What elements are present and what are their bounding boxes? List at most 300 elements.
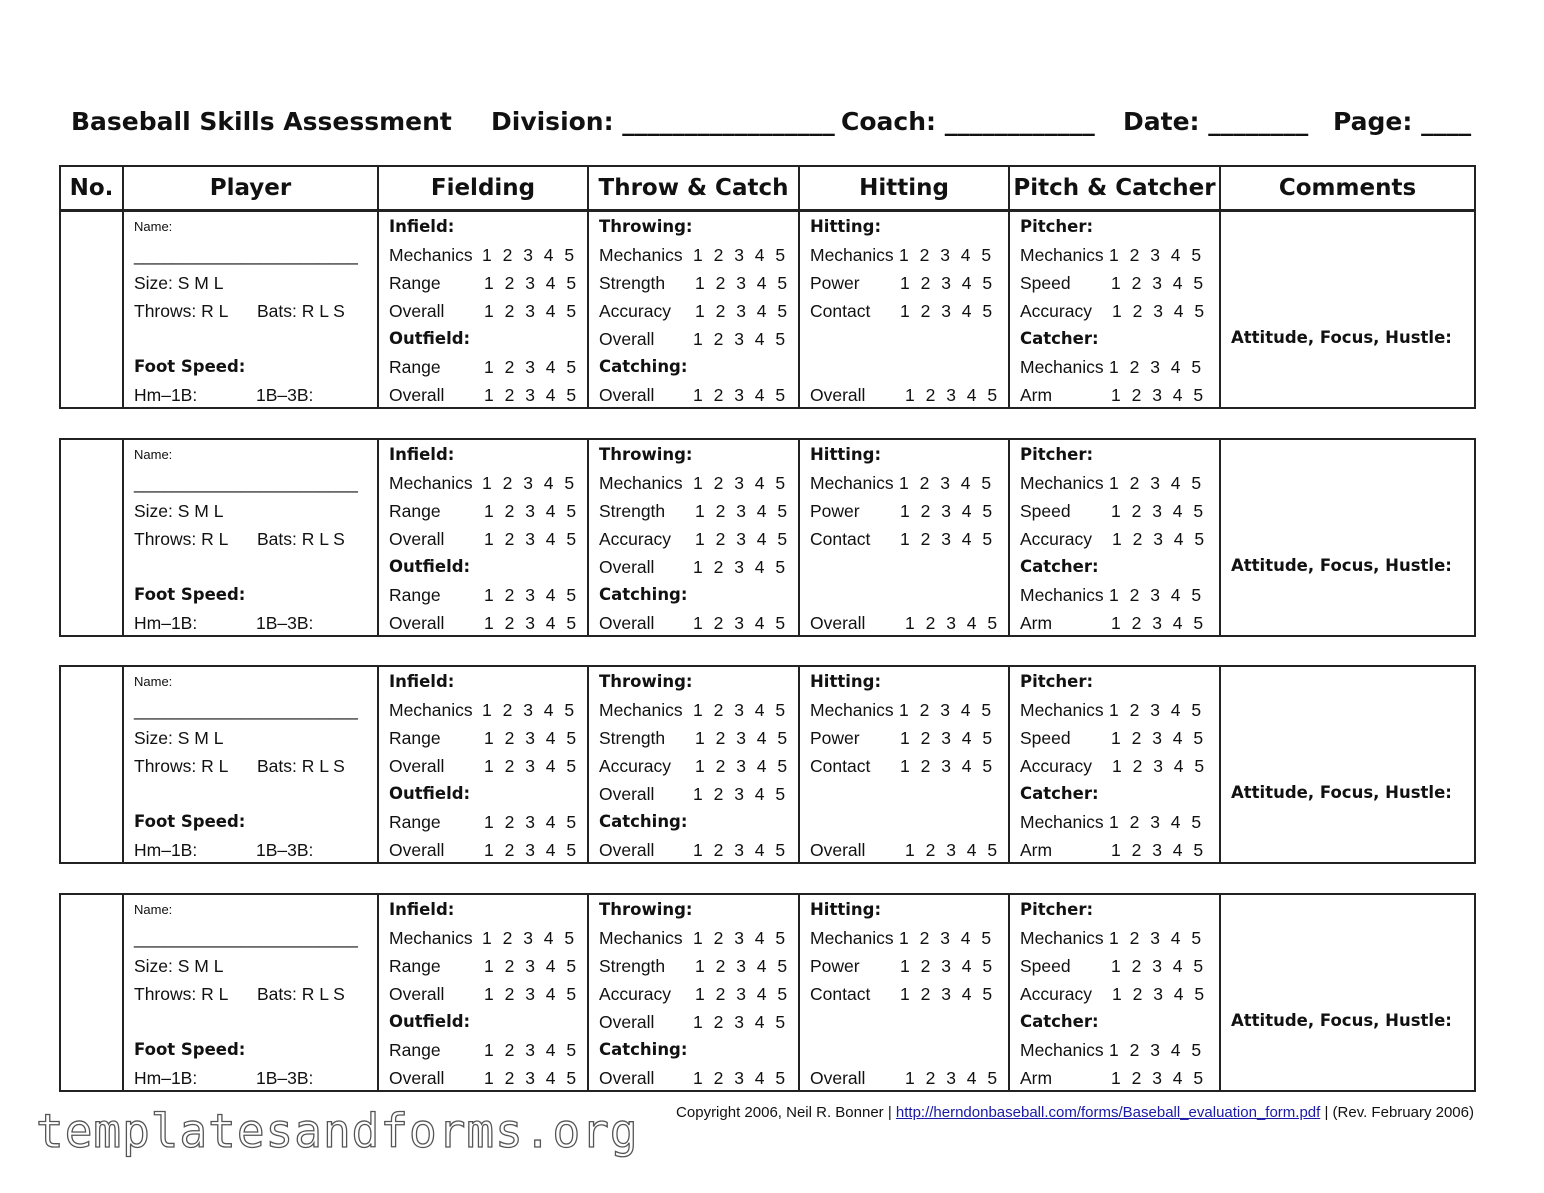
hitting-heading: Hitting: — [810, 672, 882, 691]
rating-label: Overall — [389, 984, 445, 1004]
rating-label: Overall — [810, 840, 866, 860]
rating-row[interactable] — [389, 525, 583, 553]
rating-label: Overall — [599, 385, 655, 405]
rating-row[interactable] — [810, 696, 1004, 724]
comments-cell[interactable] — [1220, 439, 1475, 636]
hitting-cell — [799, 439, 1009, 636]
rating-row[interactable] — [389, 241, 583, 269]
rating-scale[interactable]: 1 2 3 4 5 — [900, 956, 996, 976]
rating-scale[interactable]: 1 2 3 4 5 — [1112, 756, 1208, 776]
size-options[interactable]: Size: S M L — [134, 273, 224, 293]
rating-scale[interactable]: 1 2 3 4 5 — [484, 357, 580, 377]
size-options[interactable]: Size: S M L — [134, 728, 224, 748]
rating-scale[interactable]: 1 2 3 4 5 — [1109, 585, 1205, 605]
rating-label: Accuracy — [599, 984, 671, 1004]
rating-scale[interactable]: 1 2 3 4 5 — [484, 812, 580, 832]
rating-row[interactable] — [810, 1064, 1004, 1092]
rating-label: Range — [389, 501, 441, 521]
throwing-heading: Throwing: — [599, 445, 693, 464]
fielding-cell — [378, 666, 588, 863]
hitting-heading: Hitting: — [810, 900, 882, 919]
rating-row[interactable] — [389, 1064, 583, 1092]
bats-options[interactable]: Bats: R L S — [257, 984, 345, 1004]
rating-row[interactable] — [1020, 381, 1215, 409]
rating-row[interactable] — [1020, 924, 1215, 952]
rating-scale[interactable]: 1 2 3 4 5 — [1109, 1040, 1205, 1060]
rating-label: Range — [389, 812, 441, 832]
hitting-cell — [799, 666, 1009, 863]
name-input-line[interactable]: _______________________ — [134, 245, 358, 265]
player-number-cell[interactable] — [60, 666, 123, 863]
pitch-catcher-cell — [1009, 666, 1220, 863]
pitch-catcher-cell — [1009, 211, 1220, 408]
rating-row[interactable] — [1020, 808, 1215, 836]
rating-scale[interactable]: 1 2 3 4 5 — [695, 501, 791, 521]
rating-row[interactable] — [810, 525, 1004, 553]
rating-row[interactable] — [599, 297, 794, 325]
rating-row[interactable] — [1020, 724, 1215, 752]
name-input-line[interactable]: _______________________ — [134, 700, 358, 720]
foot-speed-label: Foot Speed: — [134, 812, 246, 831]
1b-3b-label: 1B–3B: — [256, 385, 314, 405]
1b-3b-label: 1B–3B: — [256, 840, 314, 860]
rating-label: Strength — [599, 956, 666, 976]
rating-scale[interactable]: 1 2 3 4 5 — [695, 956, 791, 976]
rating-scale[interactable]: 1 2 3 4 5 — [1111, 273, 1207, 293]
rating-scale[interactable]: 1 2 3 4 5 — [693, 473, 789, 493]
rating-row[interactable] — [389, 980, 583, 1008]
rating-row[interactable] — [389, 808, 583, 836]
rating-row[interactable] — [599, 752, 794, 780]
watermark: templatesandforms.org — [36, 1104, 639, 1158]
throws-bats-row[interactable] — [134, 525, 373, 553]
rating-scale[interactable]: 1 2 3 4 5 — [695, 984, 791, 1004]
rating-row[interactable] — [389, 497, 583, 525]
rating-label: Speed — [1020, 728, 1071, 748]
rating-scale[interactable]: 1 2 3 4 5 — [695, 756, 791, 776]
rating-row[interactable] — [1020, 696, 1215, 724]
infield-heading: Infield: — [389, 672, 455, 691]
rating-row[interactable] — [389, 469, 583, 497]
rating-scale[interactable]: 1 2 3 4 5 — [695, 273, 791, 293]
rating-row[interactable] — [599, 836, 794, 864]
rating-label: Contact — [810, 756, 871, 776]
coach-field[interactable]: Coach: ____________ — [841, 107, 1095, 136]
rating-label: Power — [810, 728, 860, 748]
rating-scale[interactable]: 1 2 3 4 5 — [900, 529, 996, 549]
rating-scale[interactable]: 1 2 3 4 5 — [484, 529, 580, 549]
rating-row[interactable] — [599, 381, 794, 409]
rating-row[interactable] — [810, 269, 1004, 297]
rating-label: Accuracy — [599, 301, 671, 321]
rating-scale[interactable]: 1 2 3 4 5 — [1109, 928, 1205, 948]
rating-scale[interactable]: 1 2 3 4 5 — [484, 585, 580, 605]
pitcher-heading: Pitcher: — [1020, 672, 1094, 691]
rating-scale[interactable]: 1 2 3 4 5 — [1109, 473, 1205, 493]
rating-scale[interactable]: 1 2 3 4 5 — [693, 385, 789, 405]
rating-row[interactable] — [1020, 469, 1215, 497]
hm-1b-label: Hm–1B: — [134, 385, 198, 405]
rating-scale[interactable]: 1 2 3 4 5 — [1112, 529, 1208, 549]
outfield-heading: Outfield: — [389, 784, 471, 803]
fielding-cell — [378, 439, 588, 636]
rating-scale[interactable]: 1 2 3 4 5 — [1111, 956, 1207, 976]
rating-scale[interactable]: 1 2 3 4 5 — [1111, 840, 1207, 860]
rating-row[interactable] — [599, 780, 794, 808]
rating-scale[interactable]: 1 2 3 4 5 — [899, 700, 995, 720]
rating-scale[interactable]: 1 2 3 4 5 — [1109, 812, 1205, 832]
name-input-line[interactable]: _______________________ — [134, 473, 358, 493]
name-label: Name: — [134, 902, 173, 917]
rating-label: Overall — [810, 1068, 866, 1088]
bats-options[interactable]: Bats: R L S — [257, 301, 345, 321]
rating-row[interactable] — [389, 353, 583, 381]
rating-row[interactable] — [810, 724, 1004, 752]
throw-catch-cell — [588, 211, 799, 408]
name-input-line[interactable]: _______________________ — [134, 928, 358, 948]
rating-scale[interactable]: 1 2 3 4 5 — [693, 613, 789, 633]
rating-row[interactable] — [389, 836, 583, 864]
rating-label: Contact — [810, 301, 871, 321]
rating-label: Accuracy — [1020, 984, 1092, 1004]
rating-label: Speed — [1020, 273, 1071, 293]
rating-row[interactable] — [389, 724, 583, 752]
rating-label: Range — [389, 357, 441, 377]
rating-label: Mechanics — [389, 245, 473, 265]
throw-catch-cell — [588, 894, 799, 1091]
rating-scale[interactable]: 1 2 3 4 5 — [1112, 301, 1208, 321]
pitcher-heading: Pitcher: — [1020, 217, 1094, 236]
rating-row[interactable] — [599, 325, 794, 353]
rating-label: Mechanics — [1020, 1040, 1104, 1060]
rating-row[interactable] — [389, 924, 583, 952]
rating-scale[interactable]: 1 2 3 4 5 — [900, 984, 996, 1004]
rating-scale[interactable]: 1 2 3 4 5 — [900, 728, 996, 748]
player-cell — [123, 666, 378, 863]
rating-scale[interactable]: 1 2 3 4 5 — [482, 473, 578, 493]
rating-row[interactable] — [1020, 297, 1215, 325]
footer — [676, 1104, 1474, 1121]
rating-row[interactable] — [389, 609, 583, 637]
rating-label: Strength — [599, 501, 666, 521]
rating-row[interactable] — [599, 980, 794, 1008]
rating-scale[interactable]: 1 2 3 4 5 — [484, 956, 580, 976]
run-times-row[interactable] — [134, 381, 373, 409]
rating-scale[interactable]: 1 2 3 4 5 — [484, 728, 580, 748]
rating-scale[interactable]: 1 2 3 4 5 — [484, 984, 580, 1004]
throw-catch-cell — [588, 439, 799, 636]
rating-row[interactable] — [810, 381, 1004, 409]
rating-scale[interactable]: 1 2 3 4 5 — [899, 928, 995, 948]
form-header — [0, 104, 1544, 140]
rating-row[interactable] — [599, 525, 794, 553]
page-field[interactable]: Page: ____ — [1333, 107, 1472, 136]
rating-scale[interactable]: 1 2 3 4 5 — [905, 385, 1001, 405]
rating-row[interactable] — [599, 469, 794, 497]
throws-options[interactable]: Throws: R L — [134, 301, 229, 321]
size-options[interactable]: Size: S M L — [134, 956, 224, 976]
rating-row[interactable] — [810, 297, 1004, 325]
rating-label: Arm — [1020, 1068, 1053, 1088]
column-player: Player — [123, 166, 378, 210]
throwing-heading: Throwing: — [599, 672, 693, 691]
bats-options[interactable]: Bats: R L S — [257, 529, 345, 549]
rating-scale[interactable]: 1 2 3 4 5 — [1109, 245, 1205, 265]
rating-scale[interactable]: 1 2 3 4 5 — [905, 840, 1001, 860]
rating-row[interactable] — [810, 497, 1004, 525]
rating-scale[interactable]: 1 2 3 4 5 — [1109, 357, 1205, 377]
rating-scale[interactable]: 1 2 3 4 5 — [695, 728, 791, 748]
form-link[interactable]: http://herndonbaseball.com/forms/Baseball_evaluation_form.pdf — [895, 1104, 1321, 1121]
rating-scale[interactable]: 1 2 3 4 5 — [693, 1012, 789, 1032]
rating-row[interactable] — [1020, 241, 1215, 269]
foot-speed-label: Foot Speed: — [134, 1040, 246, 1059]
fielding-cell — [378, 211, 588, 408]
rating-label: Mechanics — [1020, 585, 1104, 605]
player-number-cell[interactable] — [60, 211, 123, 408]
rating-row[interactable] — [599, 609, 794, 637]
rating-scale[interactable]: 1 2 3 4 5 — [484, 1040, 580, 1060]
comments-label: Attitude, Focus, Hustle: — [1231, 1011, 1452, 1030]
rating-label: Overall — [389, 840, 445, 860]
rating-label: Speed — [1020, 956, 1071, 976]
rating-scale[interactable]: 1 2 3 4 5 — [484, 301, 580, 321]
column-pitch-catcher: Pitch & Catcher — [1009, 166, 1220, 210]
throws-bats-row[interactable] — [134, 752, 373, 780]
catcher-heading: Catcher: — [1020, 329, 1099, 348]
rating-scale[interactable]: 1 2 3 4 5 — [900, 501, 996, 521]
rating-row[interactable] — [1020, 269, 1215, 297]
rating-label: Mechanics — [389, 700, 473, 720]
throws-options[interactable]: Throws: R L — [134, 984, 229, 1004]
player-number-cell[interactable] — [60, 894, 123, 1091]
rating-label: Mechanics — [810, 473, 894, 493]
rating-row[interactable] — [1020, 609, 1215, 637]
rating-label: Arm — [1020, 840, 1053, 860]
rating-row[interactable] — [599, 269, 794, 297]
rating-scale[interactable]: 1 2 3 4 5 — [693, 557, 789, 577]
rating-row[interactable] — [810, 952, 1004, 980]
rating-row[interactable] — [1020, 497, 1215, 525]
rating-row[interactable] — [389, 752, 583, 780]
rating-row[interactable] — [599, 1008, 794, 1036]
rating-scale[interactable]: 1 2 3 4 5 — [905, 1068, 1001, 1088]
rating-label: Accuracy — [1020, 529, 1092, 549]
rating-row[interactable] — [1020, 1036, 1215, 1064]
comments-cell[interactable] — [1220, 211, 1475, 408]
rating-scale[interactable]: 1 2 3 4 5 — [484, 840, 580, 860]
rating-label: Accuracy — [1020, 756, 1092, 776]
pitch-catcher-cell — [1009, 894, 1220, 1091]
rating-row[interactable] — [810, 836, 1004, 864]
rating-label: Overall — [389, 756, 445, 776]
player-block — [59, 665, 1476, 864]
rating-label: Power — [810, 501, 860, 521]
throws-bats-row[interactable] — [134, 980, 373, 1008]
rating-scale[interactable]: 1 2 3 4 5 — [1111, 501, 1207, 521]
rating-label: Arm — [1020, 613, 1053, 633]
player-cell — [123, 211, 378, 408]
rating-scale[interactable]: 1 2 3 4 5 — [695, 529, 791, 549]
division-field[interactable]: Division: _________________ — [491, 107, 835, 136]
rating-scale[interactable]: 1 2 3 4 5 — [695, 301, 791, 321]
hitting-cell — [799, 211, 1009, 408]
foot-speed-label: Foot Speed: — [134, 585, 246, 604]
rating-scale[interactable]: 1 2 3 4 5 — [899, 473, 995, 493]
rating-label: Strength — [599, 273, 666, 293]
rating-label: Overall — [599, 784, 655, 804]
rating-row[interactable] — [1020, 525, 1215, 553]
outfield-heading: Outfield: — [389, 557, 471, 576]
rating-row[interactable] — [1020, 752, 1215, 780]
rating-scale[interactable]: 1 2 3 4 5 — [482, 700, 578, 720]
rating-row[interactable] — [810, 752, 1004, 780]
rating-scale[interactable]: 1 2 3 4 5 — [900, 756, 996, 776]
date-field[interactable]: Date: ________ — [1123, 107, 1309, 136]
player-block — [59, 893, 1476, 1092]
rating-row[interactable] — [599, 696, 794, 724]
player-block — [59, 210, 1476, 409]
rating-scale[interactable]: 1 2 3 4 5 — [482, 245, 578, 265]
comments-cell[interactable] — [1220, 666, 1475, 863]
comments-cell[interactable] — [1220, 894, 1475, 1091]
rating-label: Mechanics — [810, 700, 894, 720]
rating-label: Range — [389, 956, 441, 976]
rating-row[interactable] — [599, 924, 794, 952]
rating-scale[interactable]: 1 2 3 4 5 — [693, 784, 789, 804]
rating-label: Mechanics — [1020, 245, 1104, 265]
rating-row[interactable] — [1020, 980, 1215, 1008]
outfield-heading: Outfield: — [389, 329, 471, 348]
rating-row[interactable] — [810, 241, 1004, 269]
rating-label: Speed — [1020, 501, 1071, 521]
1b-3b-label: 1B–3B: — [256, 613, 314, 633]
bats-options[interactable]: Bats: R L S — [257, 756, 345, 776]
comments-label: Attitude, Focus, Hustle: — [1231, 556, 1452, 575]
rating-scale[interactable]: 1 2 3 4 5 — [693, 245, 789, 265]
rating-row[interactable] — [810, 469, 1004, 497]
rating-label: Arm — [1020, 385, 1053, 405]
hitting-heading: Hitting: — [810, 445, 882, 464]
rating-row[interactable] — [1020, 1064, 1215, 1092]
rating-row[interactable] — [389, 381, 583, 409]
throws-options[interactable]: Throws: R L — [134, 529, 229, 549]
rating-scale[interactable]: 1 2 3 4 5 — [484, 613, 580, 633]
name-label: Name: — [134, 219, 173, 234]
rating-label: Range — [389, 728, 441, 748]
rating-row[interactable] — [599, 553, 794, 581]
rating-scale[interactable]: 1 2 3 4 5 — [1111, 385, 1207, 405]
rating-scale[interactable]: 1 2 3 4 5 — [693, 928, 789, 948]
rating-label: Overall — [810, 385, 866, 405]
rating-label: Accuracy — [599, 756, 671, 776]
throws-bats-row[interactable] — [134, 297, 373, 325]
rating-scale[interactable]: 1 2 3 4 5 — [693, 329, 789, 349]
rating-row[interactable] — [1020, 353, 1215, 381]
throw-catch-cell — [588, 666, 799, 863]
rating-row[interactable] — [389, 1036, 583, 1064]
rating-label: Mechanics — [389, 473, 473, 493]
rating-row[interactable] — [810, 980, 1004, 1008]
size-options[interactable]: Size: S M L — [134, 501, 224, 521]
name-label: Name: — [134, 674, 173, 689]
rating-label: Mechanics — [1020, 928, 1104, 948]
pitch-catcher-cell — [1009, 439, 1220, 636]
rating-scale[interactable]: 1 2 3 4 5 — [900, 273, 996, 293]
column-no: No. — [60, 166, 123, 210]
rating-scale[interactable]: 1 2 3 4 5 — [1111, 728, 1207, 748]
throws-options[interactable]: Throws: R L — [134, 756, 229, 776]
rating-label: Overall — [599, 329, 655, 349]
rating-scale[interactable]: 1 2 3 4 5 — [693, 700, 789, 720]
run-times-row[interactable] — [134, 1064, 373, 1092]
rating-scale[interactable]: 1 2 3 4 5 — [484, 501, 580, 521]
rating-row[interactable] — [1020, 581, 1215, 609]
rating-row[interactable] — [1020, 952, 1215, 980]
rating-row[interactable] — [389, 696, 583, 724]
run-times-row[interactable] — [134, 609, 373, 637]
player-cell — [123, 439, 378, 636]
catching-heading: Catching: — [599, 1040, 688, 1059]
rating-scale[interactable]: 1 2 3 4 5 — [484, 1068, 580, 1088]
rating-row[interactable] — [1020, 836, 1215, 864]
rating-label: Mechanics — [810, 928, 894, 948]
rating-row[interactable] — [599, 497, 794, 525]
run-times-row[interactable] — [134, 836, 373, 864]
hitting-heading: Hitting: — [810, 217, 882, 236]
rating-scale[interactable]: 1 2 3 4 5 — [1109, 700, 1205, 720]
rating-scale[interactable]: 1 2 3 4 5 — [905, 613, 1001, 633]
rating-label: Strength — [599, 728, 666, 748]
rating-row[interactable] — [599, 1064, 794, 1092]
rating-scale[interactable]: 1 2 3 4 5 — [484, 273, 580, 293]
rating-scale[interactable]: 1 2 3 4 5 — [693, 840, 789, 860]
rating-scale[interactable]: 1 2 3 4 5 — [900, 301, 996, 321]
rating-scale[interactable]: 1 2 3 4 5 — [484, 756, 580, 776]
rating-scale[interactable]: 1 2 3 4 5 — [693, 1068, 789, 1088]
player-number-cell[interactable] — [60, 439, 123, 636]
player-block — [59, 438, 1476, 637]
rating-row[interactable] — [389, 952, 583, 980]
rating-scale[interactable]: 1 2 3 4 5 — [484, 385, 580, 405]
rating-label: Overall — [389, 529, 445, 549]
rating-scale[interactable]: 1 2 3 4 5 — [482, 928, 578, 948]
catcher-heading: Catcher: — [1020, 1012, 1099, 1031]
rating-scale[interactable]: 1 2 3 4 5 — [899, 245, 995, 265]
rating-row[interactable] — [599, 952, 794, 980]
foot-speed-label: Foot Speed: — [134, 357, 246, 376]
rating-row[interactable] — [599, 241, 794, 269]
rating-scale[interactable]: 1 2 3 4 5 — [1111, 613, 1207, 633]
rating-label: Overall — [389, 385, 445, 405]
comments-label: Attitude, Focus, Hustle: — [1231, 328, 1452, 347]
rating-label: Contact — [810, 529, 871, 549]
throwing-heading: Throwing: — [599, 217, 693, 236]
rating-row[interactable] — [599, 724, 794, 752]
rating-row[interactable] — [810, 609, 1004, 637]
column-hitting: Hitting — [799, 166, 1009, 210]
hm-1b-label: Hm–1B: — [134, 1068, 198, 1088]
infield-heading: Infield: — [389, 900, 455, 919]
column-throw-catch: Throw & Catch — [588, 166, 799, 210]
rating-scale[interactable]: 1 2 3 4 5 — [1112, 984, 1208, 1004]
rating-row[interactable] — [389, 297, 583, 325]
rating-row[interactable] — [389, 581, 583, 609]
rating-row[interactable] — [389, 269, 583, 297]
rating-scale[interactable]: 1 2 3 4 5 — [1111, 1068, 1207, 1088]
rating-row[interactable] — [810, 924, 1004, 952]
column-comments: Comments — [1220, 166, 1475, 210]
